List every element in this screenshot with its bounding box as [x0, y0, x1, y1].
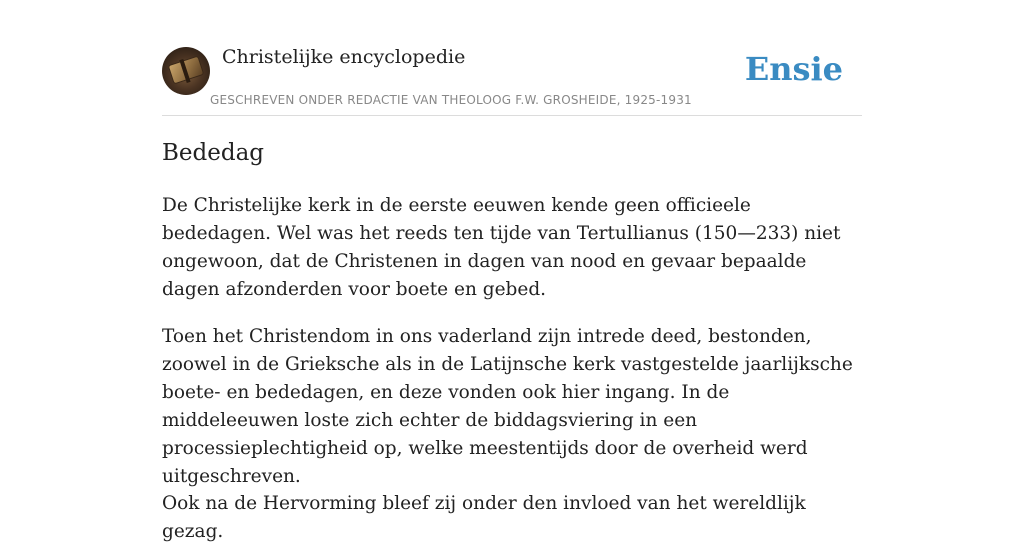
article-title: Bededag — [162, 140, 265, 166]
article-paragraph: De Christelijke kerk in de eerste eeuwen kende geen officieele bededagen. Wel was het reeds ten tijde van Tertullianus (150—233) niet ongewoon, dat de Christenen in dagen van nood en gevaar bepaalde dagen afzonderden voor boete en gebed. — [162, 195, 841, 300]
page — [162, 0, 862, 542]
article-paragraph: Ook na de Hervorming bleef zij onder den invloed van het wereldlijk gezag. — [162, 493, 806, 542]
article-paragraph: Toen het Christendom in ons vaderland zijn intrede deed, bestonden, zoowel in de Grieksche als in de Latijnsche kerk vastgestelde jaarlijksche boete- en bededagen, en deze vonden ook hier ingang. In de middeleeuwen loste zich echter de biddagsviering in een processieplechtigheid op, welke meestentijds door de overheid werd uitgeschreven. — [162, 326, 853, 487]
site-header — [162, 0, 862, 116]
site-subtitle: GESCHREVEN ONDER REDACTIE VAN THEOLOOG F.W. GROSHEIDE, 1925-1931 — [210, 93, 692, 107]
brand-logo[interactable]: Ensie — [744, 50, 843, 88]
site-title[interactable]: Christelijke encyclopedie — [222, 46, 466, 68]
encyclopedia-avatar[interactable] — [162, 47, 210, 95]
